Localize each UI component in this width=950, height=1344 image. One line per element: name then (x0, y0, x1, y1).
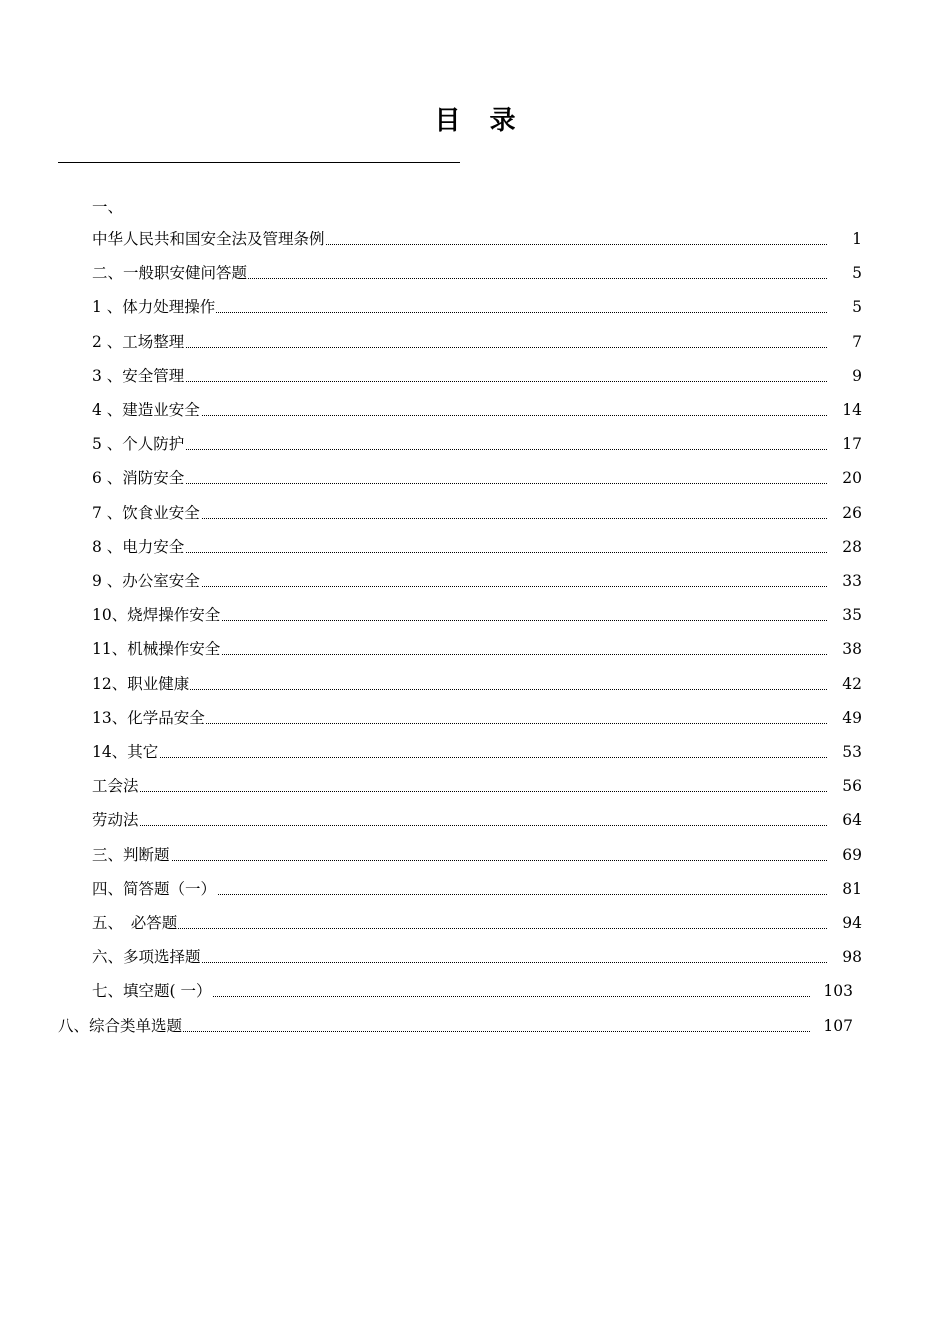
title-underline (58, 162, 460, 163)
toc-entry-label: 14、其它 (92, 740, 159, 764)
toc-entry[interactable] (92, 843, 862, 867)
toc-entry[interactable] (92, 364, 862, 388)
toc-entry[interactable] (92, 877, 862, 901)
toc-entry[interactable] (92, 740, 862, 764)
toc-entry-label: 劳动法 (92, 808, 140, 832)
toc-entry-page-number: 1 (852, 230, 862, 248)
toc-entry[interactable] (92, 227, 862, 251)
toc-entry-label: 13、化学品安全 (92, 706, 206, 730)
toc-dot-leader (92, 825, 827, 826)
toc-entry-label: 5 、个人防护 (92, 432, 185, 456)
toc-entry-label: 七、填空题( 一） (92, 979, 212, 1003)
toc-dot-leader (92, 586, 827, 587)
toc-entry-page-number: 53 (842, 743, 862, 761)
toc-entry[interactable] (92, 637, 862, 661)
toc-entry-page-number: 103 (823, 982, 853, 1001)
toc-entry-page-number: 9 (852, 366, 862, 385)
toc-entry-label: 11、机械操作安全 (92, 637, 221, 661)
toc-entry[interactable] (92, 501, 862, 525)
toc-dot-leader (92, 415, 827, 416)
toc-entry[interactable] (92, 261, 862, 285)
toc-entry[interactable] (92, 398, 862, 422)
toc-entry[interactable] (92, 466, 862, 490)
toc-entry-label: 4 、建造业安全 (92, 398, 201, 422)
toc-entry-page-number: 38 (842, 640, 862, 659)
toc-entry-page-number: 107 (823, 1016, 853, 1035)
toc-entry[interactable] (92, 911, 862, 935)
toc-entry[interactable] (92, 603, 862, 627)
toc-entry-page-number: 14 (842, 401, 862, 419)
toc-entry-label: 八、综合类单选题 (58, 1014, 183, 1038)
toc-entry-page-number: 5 (852, 264, 862, 283)
toc-entry[interactable] (92, 535, 862, 559)
toc-entry-label: 9 、办公室安全 (92, 569, 201, 593)
page-title: 目 录 (434, 106, 526, 136)
toc-entry-label: 2 、工场整理 (92, 330, 185, 354)
toc-dot-leader (92, 791, 827, 792)
toc-entry[interactable] (92, 774, 862, 798)
toc-dot-leader (92, 689, 827, 690)
toc-entry-label: 二、一般职安健问答题 (92, 261, 248, 285)
toc-entry-page-number: 42 (842, 674, 862, 693)
toc-entry-page-number: 7 (852, 332, 862, 351)
toc-entry-page-number: 56 (842, 777, 862, 796)
toc-entry-label: 1 、体力处理操作 (92, 295, 216, 319)
toc-entry-label: 6 、消防安全 (92, 466, 185, 490)
toc-entry-page-number: 64 (842, 811, 862, 830)
toc-entry[interactable] (92, 672, 862, 696)
toc-entry-page-number: 26 (842, 503, 862, 522)
toc-entry[interactable] (92, 330, 862, 354)
toc-entry-label: 3 、安全管理 (92, 364, 185, 388)
toc-dot-leader (92, 483, 827, 484)
toc-dot-leader (92, 381, 827, 382)
toc-dot-leader (92, 928, 827, 929)
toc-entry-page-number: 20 (842, 469, 862, 488)
toc-entry-page-number: 49 (842, 708, 862, 727)
toc-dot-leader (92, 518, 827, 519)
toc-entry-page-number: 17 (842, 435, 862, 454)
toc-entry-label: 中华人民共和国安全法及管理条例 (92, 227, 326, 251)
toc-entry-page-number: 28 (842, 537, 862, 556)
toc-entry-label: 8 、电力安全 (92, 535, 185, 559)
toc-entry[interactable] (92, 295, 862, 319)
toc-entry-label: 六、多项选择题 (92, 945, 202, 969)
toc-entry-label: 五、 必答题 (92, 911, 178, 935)
section-one-heading: 一、 (92, 198, 124, 216)
toc-dot-leader (92, 962, 827, 963)
toc-entry-page-number: 33 (842, 572, 862, 590)
toc-entry[interactable] (92, 569, 862, 593)
toc-entry-label: 工会法 (92, 774, 140, 798)
toc-entry-page-number: 81 (842, 879, 862, 898)
toc-entry[interactable] (92, 979, 853, 1003)
toc-entry[interactable] (92, 706, 862, 730)
toc-dot-leader (92, 757, 827, 758)
toc-entry-page-number: 69 (842, 845, 862, 864)
toc-dot-leader (92, 347, 827, 348)
toc-entry-page-number: 98 (842, 948, 862, 967)
toc-entry-label: 四、简答题（一） (92, 877, 217, 901)
toc-entry-label: 10、烧焊操作安全 (92, 603, 221, 627)
toc-entry[interactable] (92, 945, 862, 969)
toc-entry[interactable] (58, 1014, 853, 1038)
toc-dot-leader (92, 860, 827, 861)
toc-dot-leader (92, 552, 827, 553)
toc-entry-page-number: 94 (842, 914, 862, 932)
toc-entry-page-number: 35 (842, 606, 862, 625)
toc-dot-leader (92, 449, 827, 450)
toc-entry-label: 12、职业健康 (92, 672, 190, 696)
toc-entry[interactable] (92, 808, 862, 832)
toc-entry-page-number: 5 (852, 298, 862, 317)
toc-entry-label: 7 、饮食业安全 (92, 501, 201, 525)
toc-entry-label: 三、判断题 (92, 843, 171, 867)
toc-entry[interactable] (92, 432, 862, 456)
